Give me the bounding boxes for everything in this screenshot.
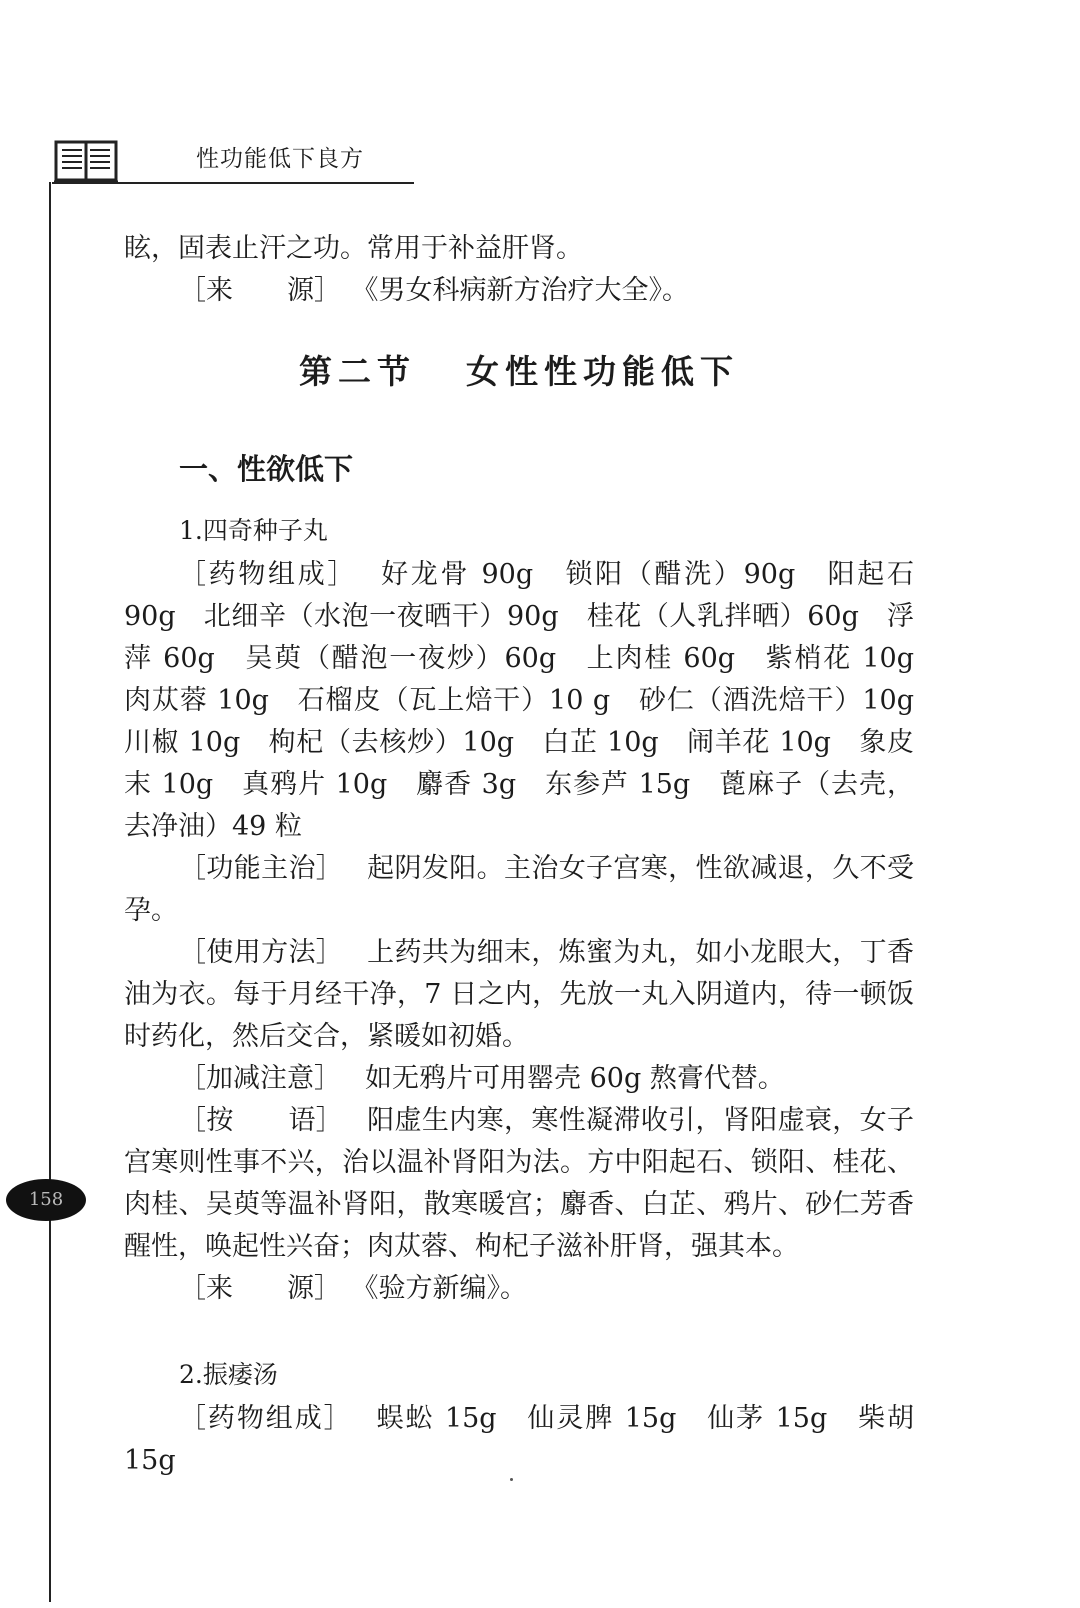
entry-text: 《验方新编》。: [365, 1273, 527, 1304]
entry-label: ［来 源］: [179, 1273, 341, 1304]
continued-line: 眩，固表止汗之功。常用于补益肝肾。: [124, 233, 583, 264]
note-entry: [124, 1100, 914, 1268]
section-name: 女性性功能低下: [466, 352, 739, 391]
modification-entry: [124, 1058, 914, 1100]
entry-label: ［功能主治］: [179, 853, 344, 884]
page-body: [124, 228, 941, 1482]
entry-text: 起阴发阳。主治女子宫寒，性欲减退，久不受孕。: [124, 853, 915, 926]
usage-entry: [124, 932, 914, 1058]
entry-text: 蜈蚣 15g 仙灵脾 15g 仙茅 15g 柴胡 15g: [124, 1403, 915, 1476]
section-number: 第二节: [299, 352, 416, 391]
formula-title: 1.四奇种子丸: [179, 516, 328, 545]
entry-label: ［按 语］: [179, 1105, 344, 1136]
function-entry: [124, 848, 914, 932]
section-title: [124, 346, 914, 393]
margin-rule: [49, 182, 51, 1602]
composition-entry: [124, 1398, 914, 1482]
entry-label: ［加减注意］: [179, 1063, 341, 1094]
header-rule: [52, 182, 414, 184]
subsection-title: 一、性欲低下: [179, 452, 354, 486]
composition-entry: [124, 554, 941, 848]
entry-label: ［使用方法］: [179, 937, 344, 968]
entry-label: ［药物组成］: [179, 559, 358, 590]
book-icon: [54, 138, 118, 184]
source-entry: [124, 270, 914, 312]
running-title: 性功能低下良方: [196, 146, 364, 172]
source-entry: [124, 1268, 914, 1310]
page-number: 158: [6, 1179, 86, 1221]
entry-text: 好龙骨 90g 锁阳（醋洗）90g 阳起石 90g 北细辛（水泡一夜晒干）90g 桂花（人乳拌晒）60g 浮萍 60g 吴萸（醋泡一夜炒）60g 上肉桂 60g 紫梢花 10g 肉苁蓉 10g 石榴皮（瓦上焙干）10 g 砂仁（酒洗焙干）10g 川椒 10g 枸杞（去核炒）10g 白芷 10g 闹羊花 10g 象皮末 10g 真鸦片 10g 麝香 3g 东参芦 15g 蓖麻子（去壳，去净油）49 粒: [124, 559, 941, 842]
entry-text: 阳虚生内寒，寒性凝滞收引，肾阳虚衰，女子宫寒则性事不兴，治以温补肾阳为法。方中阳起石、锁阳、桂花、肉桂、吴萸等温补肾阳，散寒暖宫；麝香、白芷、鸦片、砂仁芳香醒性，唤起性兴奋；肉苁蓉、枸杞子滋补肝肾，强其本。: [124, 1105, 915, 1262]
formula-title: 2.振痿汤: [179, 1360, 278, 1389]
entry-text: 《男女科病新方治疗大全》。: [365, 275, 689, 306]
entry-label: ［来 源］: [179, 275, 341, 306]
entry-label: ［药物组成］: [179, 1403, 353, 1434]
entry-text: 上药共为细末，炼蜜为丸，如小龙眼大，丁香油为衣。每于月经干净，7 日之内，先放一丸入阴道内，待一顿饭时药化，然后交合，紧暖如初婚。: [124, 937, 915, 1052]
entry-text: 如无鸦片可用罂壳 60g 熬膏代替。: [365, 1063, 785, 1094]
